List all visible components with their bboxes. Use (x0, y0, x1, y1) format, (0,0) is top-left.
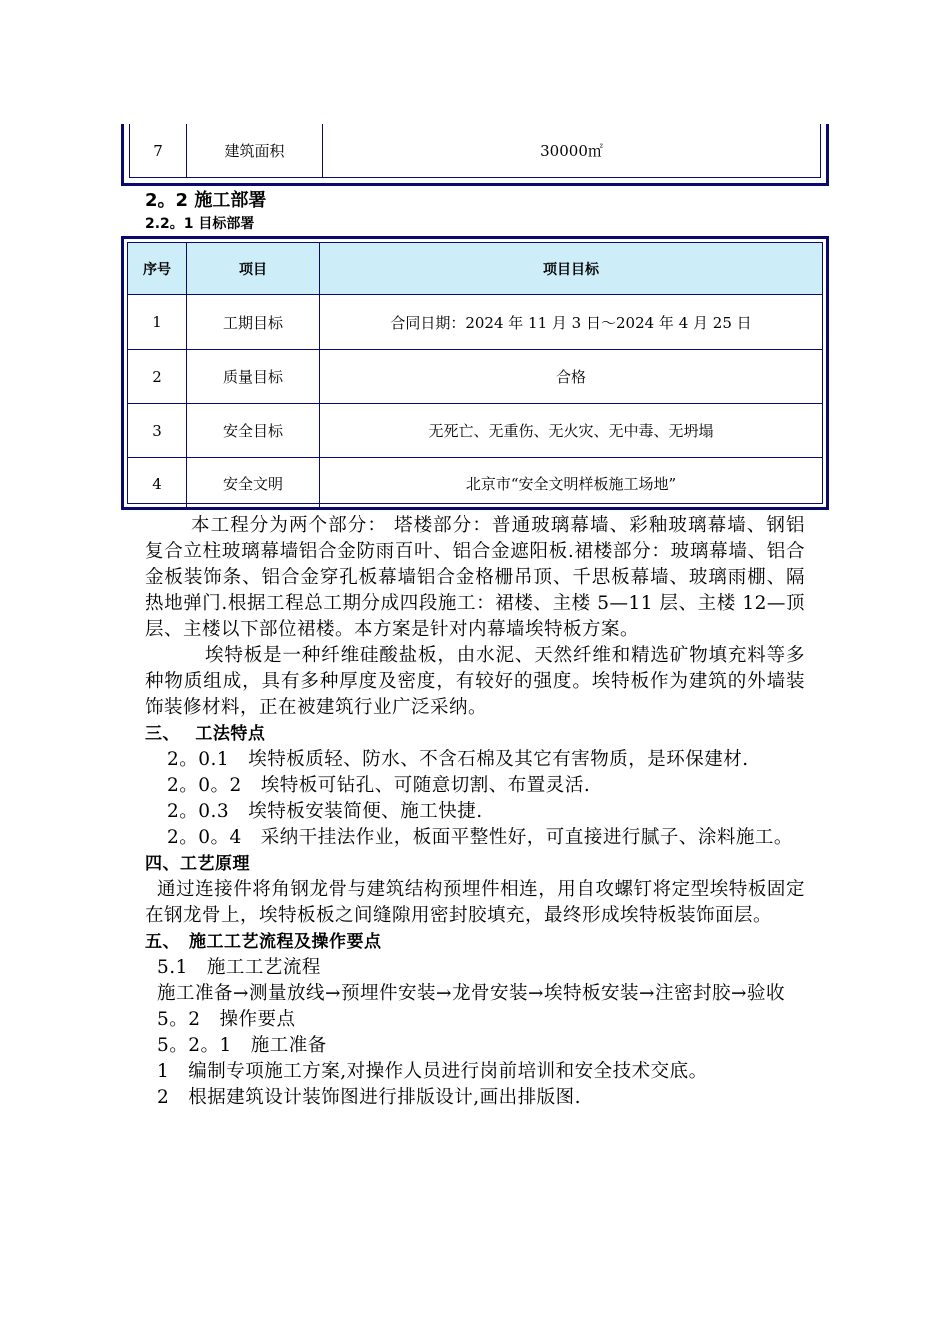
table-header-row (128, 243, 822, 295)
row-number: 3 (128, 404, 187, 457)
section-heading: 三、 工法特点 (145, 724, 266, 744)
table-row (128, 350, 822, 404)
row-number: 2 (128, 350, 187, 403)
paragraph: 本工程分为两个部分： 塔楼部分：普通玻璃幕墙、彩釉玻璃幕墙、钢铝复合立柱玻璃幕墙铝合金防雨百叶、铝合金遮阳板.裙楼部分：玻璃幕墙、铝合金板装饰条、铝合金穿孔板幕墙铝合金格栅吊顶、千思板幕墙、玻璃雨棚、隔热地弹门.根据工程总工期分成四段施工：裙楼、主楼 5—11 层、主楼 12—顶层、主楼以下部位裙楼。本方案是针对内幕墙埃特板方案。 (145, 515, 805, 640)
subsection-heading: 2.2。1 目标部署 (145, 216, 255, 232)
table-row (128, 295, 822, 350)
row-item: 工期目标 (187, 295, 320, 349)
building-info-table (121, 124, 829, 186)
list-item: 1 编制专项施工方案,对操作人员进行岗前培训和安全技术交底。 (157, 1061, 708, 1082)
row-item: 建筑面积 (187, 124, 323, 177)
section-heading: 四、工艺原理 (145, 854, 250, 874)
section-heading: 2。2 施工部署 (145, 190, 267, 211)
row-item: 安全文明 (187, 458, 320, 509)
paragraph: 埃特板是一种纤维硅酸盐板，由水泥、天然纤维和精选矿物填充料等多种物质组成，具有多种厚度及密度，有较好的强度。埃特板作为建筑的外墙装饰装修材料，正在被建筑行业广泛采纳。 (145, 645, 805, 718)
row-item: 质量目标 (187, 350, 320, 403)
target-table (121, 236, 829, 510)
process-flow: 施工准备→测量放线→预埋件安装→龙骨安装→埃特板安装→注密封胶→验收 (157, 983, 786, 1004)
paragraph: 通过连接件将角钢龙骨与建筑结构预埋件相连，用自攻螺钉将定型埃特板固定在钢龙骨上，埃特板板之间缝隙用密封胶填充，最终形成埃特板装饰面层。 (145, 879, 805, 926)
row-item: 安全目标 (187, 404, 320, 457)
header-target: 项目目标 (543, 261, 599, 278)
row-target: 合格 (555, 368, 586, 386)
row-target: 北京市“安全文明样板施工场地” (465, 475, 677, 493)
body-text (145, 513, 805, 1111)
row-value: 30000㎡ (540, 142, 603, 160)
list-item: 2。0。2 埃特板可钻孔、可随意切割、布置灵活. (167, 775, 591, 796)
row-target: 合同日期：2024 年 11 月 3 日～2024 年 4 月 25 日 (390, 313, 752, 332)
list-item: 2。0。4 采纳干挂法作业，板面平整性好，可直接进行腻子、涂料施工。 (167, 827, 793, 848)
table-row (129, 124, 821, 178)
row-target: 无死亡、无重伤、无火灾、无中毒、无坍塌 (428, 422, 714, 440)
list-item: 2。0.3 埃特板安装简便、施工快捷. (167, 801, 483, 822)
row-number: 7 (130, 124, 187, 177)
table-row (128, 404, 822, 458)
header-number: 序号 (128, 243, 187, 294)
table-row (128, 458, 822, 509)
subsection-heading: 5.1 施工工艺流程 (157, 957, 321, 978)
list-item: 2 根据建筑设计装饰图进行排版设计,画出排版图. (157, 1087, 582, 1108)
list-item: 2。0.1 埃特板质轻、防水、不含石棉及其它有害物质，是环保建材. (167, 749, 749, 770)
row-number: 4 (128, 458, 187, 509)
header-item: 项目 (187, 243, 320, 294)
subsection-heading: 5。2。1 施工准备 (157, 1035, 327, 1056)
section-heading: 五、 施工工艺流程及操作要点 (145, 932, 382, 952)
subsection-heading: 5。2 操作要点 (157, 1009, 296, 1030)
row-number: 1 (128, 295, 187, 349)
